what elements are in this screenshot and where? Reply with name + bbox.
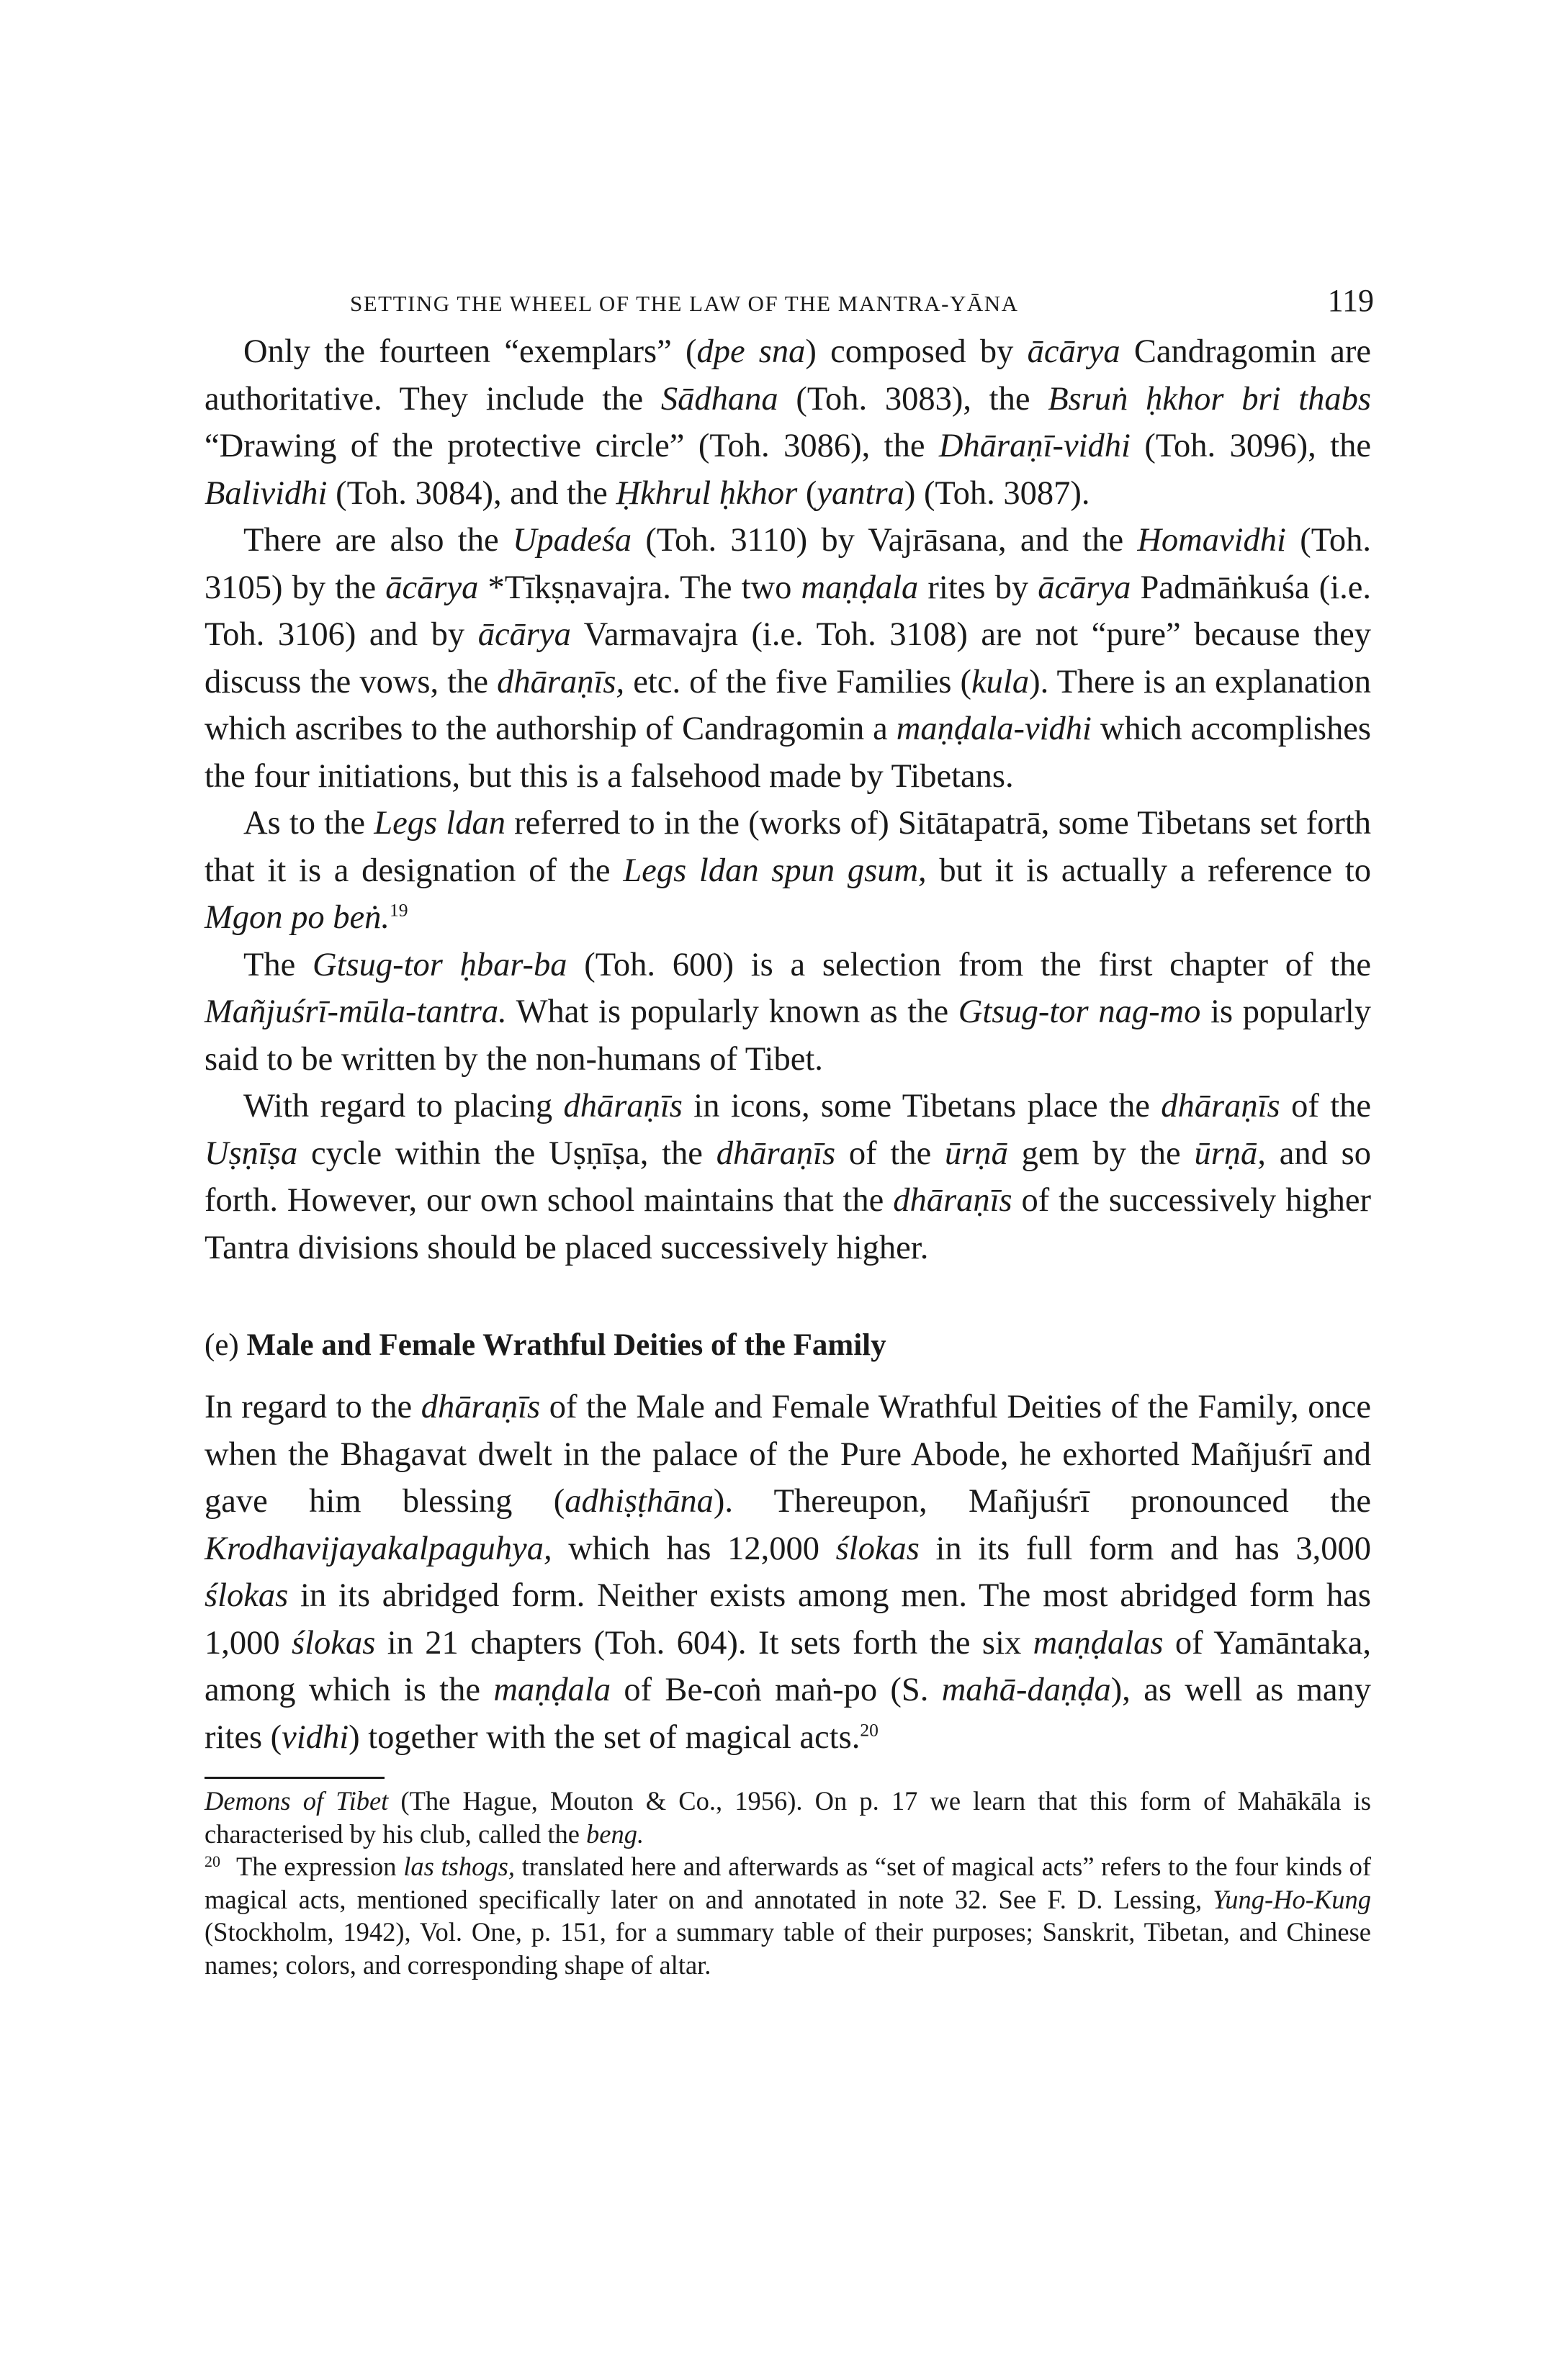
running-head	[205, 282, 1374, 325]
paragraph-gtsug-tor: The Gtsug-tor ḥbar-ba (Toh. 600) is a selection from the first chapter of the Mañjuśrī-mūla-tantra. What is popularly known as the Gtsug-tor nag-mo is popularly said to be written by the non-humans of Tibet.	[205, 946, 1371, 1078]
paragraph-dharanis-icons: With regard to placing dhāraṇīs in icons, some Tibetans place the dhāraṇīs of the Uṣṇīṣa cycle within the Uṣṇīṣa, the dhāraṇīs of the ūrṇā gem by the ūrṇā, and so forth. However, our own school maintains that the dhāraṇīs of the successively higher Tantra divisions should be placed successively higher.	[205, 1088, 1372, 1266]
paragraph-wrathful-deities: In regard to the dhāraṇīs of the Male and Female Wrathful Deities of the Family, once when the Bhagavat dwelt in the palace of the Pure Abode, he exhorted Mañjuśrī and gave him blessing (adhiṣṭhāna). Thereupon, Mañjuśrī pronounced the Krodhavijayakalpaguhya, which has 12,000 ślokas in its full form and has 3,000 ślokas in its abridged form. Neither exists among men. The most abridged form has 1,000 ślokas in 21 chapters (Toh. 604). It sets forth the six maṇḍalas of Yamāntaka, among which is the maṇḍala of Be-coṅ maṅ-po (S. mahā-daṇḍa), as well as many rites (vidhi) together with the set of magical acts.$^{20}$	[205, 1389, 1372, 1756]
footnote-ref-19: 19	[390, 899, 408, 921]
footnote-divider	[205, 1777, 385, 1779]
footnote-20: 20 The expression las tshogs, translated here and afterwards as “set of magical acts” refers to the four kinds of magical acts, mentioned specifically later on and annotated in note 32. See F. D. Lessing, Yung-Ho-Kung (Stockholm, 1942), Vol. One, p. 151, for a summary table of their purposes; Sanskrit, Tibetan, and Chinese names; colors, and corresponding shape of altar.	[205, 1852, 1372, 1980]
paragraph-legs-ldan: As to the Legs ldan referred to in the (works of) Sitātapatrā, some Tibetans set forth that it is a designation of the Legs ldan spun gsum, but it is actually a reference to Mgon po beṅ.$^{19}$	[205, 805, 1372, 936]
section-label: (e)	[205, 1328, 239, 1362]
footnote-19-continued: Demons of Tibet (The Hague, Mouton & Co., 1956). On p. 17 we learn that this form of Mahākāla is characterised by his club, called the beng.	[205, 1786, 1371, 1849]
running-title: SETTING THE WHEEL OF THE LAW OF THE MANTRA-YĀNA	[350, 291, 1019, 316]
section-heading	[205, 1322, 1371, 1369]
paragraph-upadesa: There are also the Upadeśa (Toh. 3110) by Vajrāsana, and the Homavidhi (Toh. 3105) by the ācārya *Tīkṣṇavajra. The two maṇḍala rites by ācārya Padmāṅkuśa (i.e. Toh. 3106) and by ācārya Varmavajra (i.e. Toh. 3108) are not “pure” because they discuss the vows, the dhāraṇīs, etc. of the five Families (kula). There is an explanation which ascribes to the authorship of Candragomin a maṇḍala-vidhi which accomplishes the four initiations, but this is a falsehood made by Tibetans.	[205, 522, 1372, 795]
section-body	[205, 1384, 1371, 1761]
section-title: Male and Female Wrathful Deities of the Family	[246, 1328, 886, 1362]
footnotes	[205, 1785, 1371, 1981]
main-text	[205, 328, 1371, 1761]
book-page	[205, 282, 1374, 1981]
footnote-ref-20: 20	[860, 1718, 879, 1740]
page-number: 119	[1327, 283, 1374, 318]
paragraph-exemplars: Only the fourteen “exemplars” (dpe sna) composed by ācārya Candragomin are authoritative. They include the Sādhana (Toh. 3083), the Bsruṅ ḥkhor bri thabs “Drawing of the protective circle” (Toh. 3086), the Dhāraṇī-vidhi (Toh. 3096), the Balividhi (Toh. 3084), and the Ḥkhrul ḥkhor (yantra) (Toh. 3087).	[205, 333, 1371, 512]
